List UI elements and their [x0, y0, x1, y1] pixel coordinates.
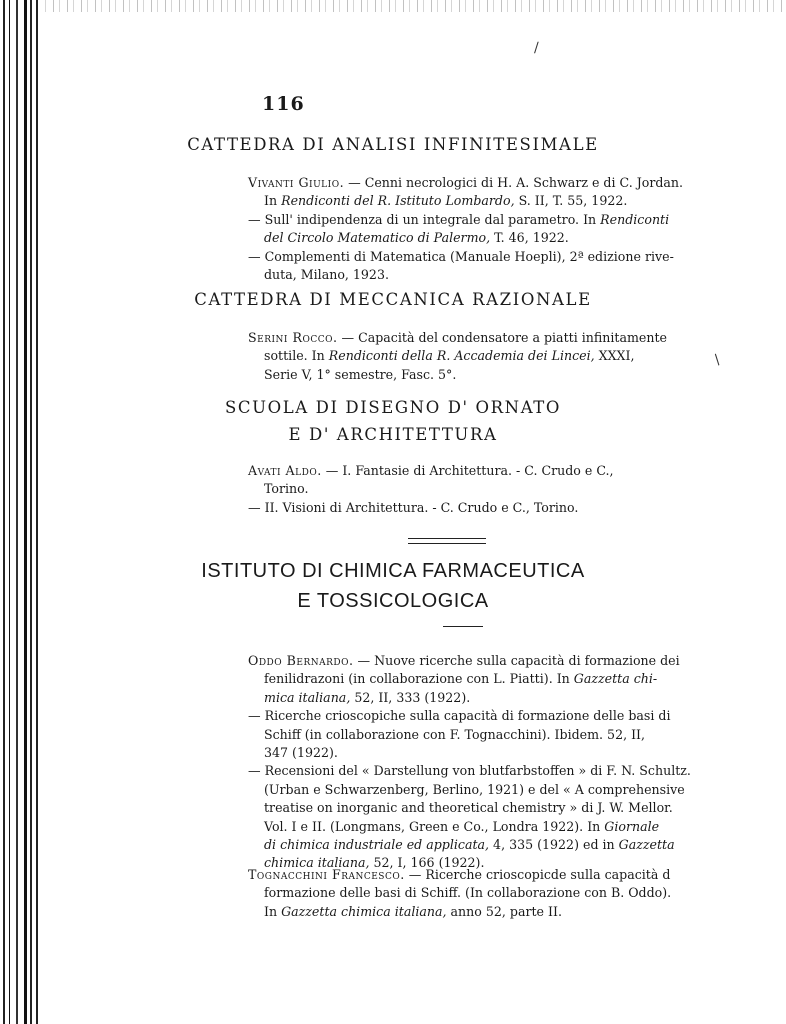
entry-text: — II. Visioni di Architettura. - C. Crudo e C., Torino. [248, 499, 579, 515]
section-heading-analisi: CATTEDRA DI ANALISI INFINITESIMALE [187, 135, 599, 154]
entry-text: — Capacità del condensatore a piatti infinitamente [337, 330, 667, 345]
entry-line [248, 462, 614, 480]
entry-line [248, 366, 667, 384]
entry-oddo [248, 652, 691, 873]
entry-text: fenilidrazoni (in collaborazione con L. Piatti). In [264, 671, 574, 687]
journal-title: di chimica industriale ed applicata, [264, 837, 490, 853]
entry-line [248, 884, 671, 902]
entry-line [248, 799, 691, 817]
entry-text: — Nuove ricerche sulla capacità di formazione dei [353, 653, 680, 668]
entry-text: 52, II, 333 (1922). [350, 689, 471, 705]
journal-title: Gazzetta chi- [573, 671, 658, 687]
entry-line [248, 836, 691, 854]
entry-text: — I. Fantasie di Architettura. - C. Crudo e C., [321, 463, 614, 478]
journal-title: Rendiconti del R. Istituto Lombardo, [281, 193, 515, 209]
journal-title: mica italiana, [264, 689, 351, 705]
entry-line [248, 707, 691, 725]
journal-title: Gazzetta [618, 837, 675, 853]
entry-text: In [264, 193, 282, 209]
entry-line [248, 689, 691, 707]
entry-line [248, 174, 683, 192]
section-heading-disegno-1: SCUOLA DI DISEGNO D' ORNATO [224, 398, 562, 417]
scan-speck: ∕ [710, 352, 724, 368]
scan-speck: ∕ [534, 40, 539, 56]
entry-text: treatise on inorganic and theoretical chemistry » di J. W. Mellor. [264, 800, 673, 816]
entry-text: Torino. [264, 481, 309, 497]
section-divider [408, 538, 486, 544]
section-heading-chimica-2: E TOSSICOLOGICA [297, 590, 489, 612]
journal-title: Rendiconti della R. Accademia dei Lincei, [328, 348, 595, 364]
entry-text: — Recensioni del « Darstellung von blutfarbstoffen » di F. N. Schultz. [248, 763, 691, 779]
entry-text: (Urban e Schwarzenberg, Berlino, 1921) e del « A comprehensive [264, 781, 685, 797]
author-name: Vivanti Giulio. [248, 175, 345, 190]
entry-text: duta, Milano, 1923. [264, 267, 389, 283]
entry-line [248, 903, 671, 921]
journal-title: chimica italiana, [264, 855, 370, 871]
entry-line [248, 211, 683, 229]
entry-text: In [264, 903, 282, 919]
journal-title: Rendiconti [600, 211, 670, 227]
entry-text: 347 (1922). [264, 745, 338, 761]
entry-line [248, 866, 671, 884]
entry-avati [248, 462, 614, 517]
entry-line [248, 818, 691, 836]
entry-line [248, 670, 691, 688]
entry-line [248, 762, 691, 780]
author-name: Tognacchini Francesco. [248, 867, 405, 882]
entry-line [248, 726, 691, 744]
entry-text: Serie V, 1° semestre, Fasc. 5°. [264, 366, 457, 382]
entry-text: S. II, T. 55, 1922. [514, 193, 628, 209]
section-heading-disegno-2: E D' ARCHITETTURA [288, 425, 498, 444]
entry-text: — Sull' indipendenza di un integrale dal parametro. In [248, 211, 601, 227]
entry-text: — Cenni necrologici di H. A. Schwarz e di C. Jordan. [348, 175, 684, 190]
entry-text: 4, 335 (1922) ed in [489, 837, 619, 853]
entry-line [248, 192, 683, 210]
entry-line [248, 480, 614, 498]
author-name: Serini Rocco. [248, 330, 338, 345]
entry-vivanti [248, 174, 683, 284]
entry-tognacchini [248, 866, 671, 921]
entry-text: 52, I, 166 (1922). [369, 855, 485, 871]
entry-line [248, 781, 691, 799]
page-number: 116 [262, 93, 305, 115]
entry-text: anno 52, parte II. [446, 903, 562, 919]
entry-text: — Complementi di Matematica (Manuale Hoepli), 2ª edizione rive- [248, 248, 674, 264]
entry-text: — Ricerche crioscopiche sulla capacità di formazione delle basi di [248, 708, 671, 724]
entry-line [248, 347, 667, 365]
author-name: Oddo Bernardo. [248, 653, 354, 668]
entry-text: Schiff (in collaborazione con F. Tognacchini). Ibidem. 52, II, [264, 726, 646, 742]
entry-text: — Ricerche crioscopicde sulla capacità d [404, 867, 671, 882]
entry-line [248, 329, 667, 347]
entry-line [248, 266, 683, 284]
entry-text: T. 46, 1922. [490, 230, 569, 246]
entry-text: formazione delle basi di Schiff. (In collaborazione con B. Oddo). [264, 885, 672, 901]
entry-line [248, 248, 683, 266]
scan-noise [40, 0, 786, 12]
heading-underline [443, 626, 483, 627]
entry-line [248, 229, 683, 247]
entry-line [248, 499, 614, 517]
journal-title: Gazzetta chimica italiana, [281, 903, 447, 919]
journal-title: del Circolo Matematico di Palermo, [264, 230, 491, 246]
author-name: Avati Aldo. [248, 463, 322, 478]
journal-title: Giornale [604, 818, 660, 834]
entry-text: sottile. In [264, 348, 329, 364]
entry-serini [248, 329, 667, 384]
entry-line [248, 652, 691, 670]
entry-line [248, 744, 691, 762]
section-heading-meccanica: CATTEDRA DI MECCANICA RAZIONALE [194, 290, 592, 309]
entry-text: Vol. I e II. (Longmans, Green e Co., Londra 1922). In [264, 818, 605, 834]
entry-text: XXXI, [594, 348, 635, 364]
section-heading-chimica-1: ISTITUTO DI CHIMICA FARMACEUTICA [201, 560, 585, 582]
